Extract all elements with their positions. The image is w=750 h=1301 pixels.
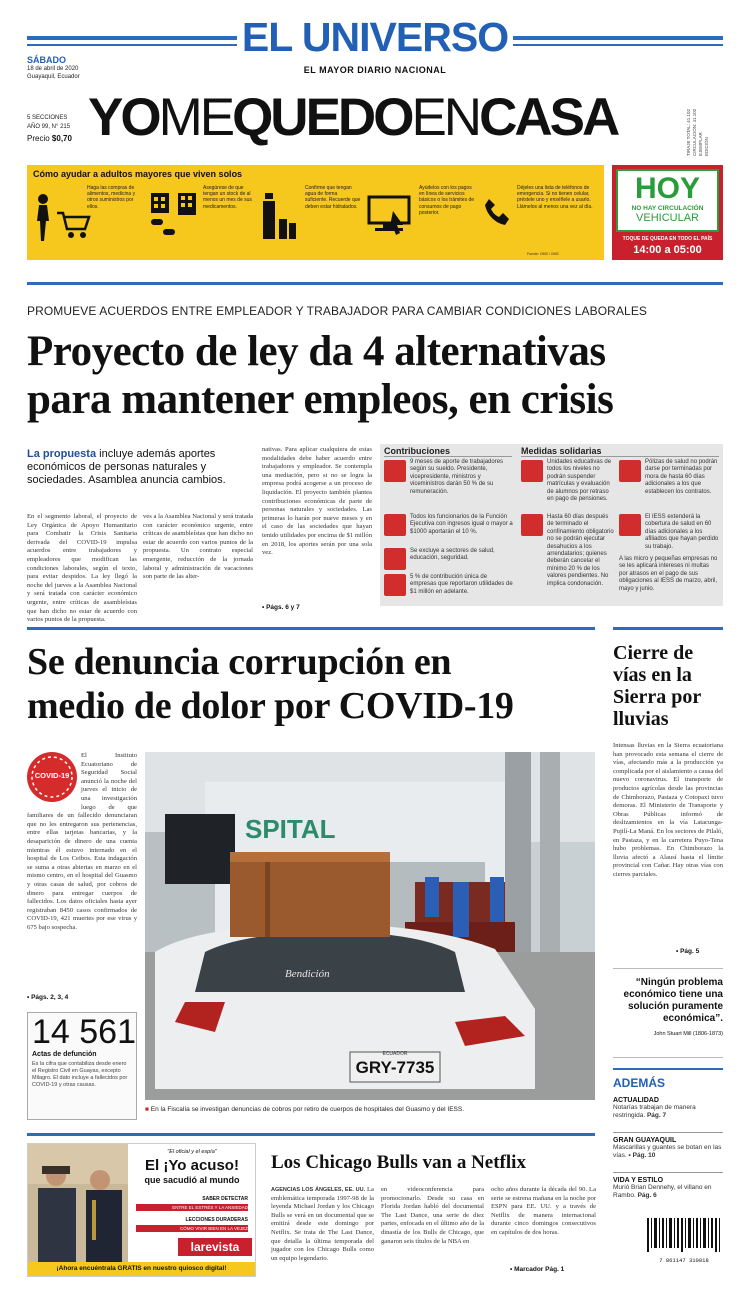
price-value: $0,70 — [51, 134, 72, 143]
death-stat-box — [27, 1012, 137, 1120]
lead-col-2: ves a la Asamblea Nacional y será tratada con carácter económico urgente, entre críticas de asambleístas que han dicho no estar de acuerdo con varios puntos de la propuesta. Un contrato especial emergente, reducción de la jornada laboral y administración de vacaciones son parte de las alter- — [143, 513, 253, 581]
contrib-item-2: Todos los funcionarios de la Función Ejecutiva con ingresos igual o mayor a $1000 aportarán el 10 %. — [410, 514, 513, 535]
masthead-rule-left — [27, 36, 237, 40]
windshield-text: Bendición — [285, 968, 330, 980]
curfew-hours: 14:00 a 05:00 — [633, 244, 702, 256]
meta-2: CIRCULACIÓN: 41.102 — [692, 108, 697, 156]
water-bottle-icon — [259, 191, 299, 243]
price-label: Precio — [27, 134, 50, 143]
medicine-icon — [149, 191, 179, 241]
ademas-rule — [613, 1068, 723, 1070]
barcode — [645, 1218, 723, 1264]
banner-source: Fuente: OMS / OMS — [527, 252, 559, 256]
lead-headline-2[interactable]: para mantener empleos, en crisis — [27, 376, 614, 423]
tip-3: Confirme que tengan agua de forma suficiente. Recuerde que deben estar hidratados. — [305, 185, 361, 210]
contrib-item-1: 9 meses de aporte de trabajadores según su sueldo. Presidente, vicepresidente, ministros y viceministros darán 50 % de su remuneración. — [410, 459, 504, 495]
date-day: SÁBADO — [27, 55, 67, 65]
promo-box[interactable] — [27, 1143, 256, 1277]
caption-marker: ■ — [145, 1106, 149, 1113]
price — [27, 134, 72, 143]
tagline: EL MAYOR DIARIO NACIONAL — [303, 65, 447, 75]
covid-rule — [27, 627, 595, 630]
tip-1: Haga las compras de alimentos, medicina y otros suministros por ellos. — [87, 185, 136, 210]
photo-caption — [145, 1106, 595, 1113]
lead-headline[interactable] — [27, 328, 727, 424]
badge-spacer — [27, 752, 81, 804]
masthead-rule-left-2 — [27, 44, 237, 46]
ademas-1-section: ACTUALIDAD — [613, 1097, 659, 1104]
ademas-item-1[interactable] — [613, 1097, 723, 1120]
tips-title: Cómo ayudar a adultos mayores que viven solos — [33, 169, 243, 179]
worker-icon — [384, 460, 406, 482]
side-rule — [613, 627, 723, 630]
license-plate: GRY-7735 — [355, 1058, 435, 1077]
lead-deck — [27, 448, 252, 487]
ademas-3-section: VIDA Y ESTILO — [613, 1177, 664, 1184]
side-jump[interactable]: • Pág. 5 — [676, 948, 700, 955]
bulls-col-1-text: La emblemática temporada 1997-98 de la leyenda Michael Jordan y los Chicago Bulls se verá en un documental que se emitirá desde este domingo por Netflix. Se trata de The Last Dance, que detalla la última temporada del jugador con los Chicago Bulls como un equipo legendario. — [271, 1186, 374, 1262]
coffin-photo[interactable] — [145, 752, 595, 1100]
hospital-sign: SPITAL — [245, 814, 336, 844]
masthead-rule-right-2 — [513, 44, 723, 46]
bulls-col-2: en videoconferencia para promocionarlo. Desde su casa en Florida Jordan habló del documental The Last Dance, una serie de diez partes, enfocada en el último año de la dinastía de los Bulls de Chicago, que ganaron seis títulos de la NBA en — [381, 1186, 484, 1245]
side-headline[interactable]: Cierre de vías en la Sierra por lluvias — [613, 642, 701, 730]
medidas-left-2: Hasta 60 días después de terminado el confinamiento obligatorio no se podrán ejecutar desahucios a los arrendatarios; quienes deberán cancelar el mínimo 20 % de los valores pendientes. No implica condonación. — [547, 514, 614, 587]
barcode-number: 7 861147 310818 — [659, 1257, 709, 1264]
lead-rule — [27, 282, 723, 285]
barcode-bars — [645, 1218, 723, 1252]
meta-1: TIRAJE TOTAL: 41.102 — [686, 108, 691, 156]
health-cross-icon — [384, 548, 406, 570]
medidas-right-2: El IESS extenderá la cobertura de salud en 60 días adicionales a los afiliados que hayan perdido su trabajo. — [645, 514, 719, 550]
right-meta — [686, 104, 726, 156]
slogan — [88, 86, 668, 150]
tip-4: Ayúdelos con los pagos en línea de servicios básicos o los trámites de consumos de pago posterior. — [419, 185, 475, 216]
hoy-line1: NO HAY CIRCULACIÓN — [631, 205, 704, 212]
date-full: 18 de abril de 2020 — [27, 66, 79, 72]
promo-row-2: ENTRE EL ESTRÉS Y LA ANSIEDAD — [136, 1204, 248, 1211]
percent-icon — [384, 574, 406, 596]
slogan-en: EN — [411, 88, 480, 147]
contrib-title: Contribuciones — [384, 446, 451, 456]
contrib-item-3: Se excluye a sectores de salud, educación, seguridad. — [410, 548, 495, 562]
photo-illustration — [145, 752, 595, 1100]
promo-title: El ¡Yo acuso! — [145, 1157, 239, 1174]
quote-author: John Stuart Mill (1806-1873) — [653, 1031, 723, 1037]
ademas-2-text: Mascarillas y guantes se botan en las vías. — [613, 1144, 722, 1159]
tips-banner — [27, 165, 604, 260]
covid-headline[interactable] — [27, 640, 607, 728]
newspaper-logo[interactable]: EL UNIVERSO — [241, 14, 509, 60]
lead-deck-rest: incluye además aportes económicos de personas naturales y sociedades. Asamblea anuncia cambios. — [27, 448, 226, 486]
masthead-rule-right — [513, 36, 723, 40]
ademas-2-page: • Pág. 10 — [628, 1152, 656, 1159]
covid-headline-1[interactable]: Se denuncia corrupción en — [27, 641, 452, 683]
hospital-icon — [619, 514, 641, 536]
lead-kicker: PROMUEVE ACUERDOS ENTRE EMPLEADOR Y TRABAJADOR PARA CAMBIAR CONDICIONES LABORALES — [27, 304, 648, 318]
ademas-1-page: Pág. 7 — [646, 1112, 667, 1119]
covid-badge-text: COVID-19 — [34, 771, 70, 780]
promo-row-4: CÓMO VIVIR BIEN EN LA VEJEZ — [136, 1225, 248, 1232]
lead-col-3: nativas. Para aplicar cualquiera de estas modalidades debe haber acuerdo entre trabajadores y empleador. Se contempla una mediación, pero si no se logra la empresa podrá acogerse a un proceso de liquidación. El proyecto también plantea contribuciones económicas de parte de personas naturales y sociedades. Las primeras lo harán por nueve meses y en el caso de las sociedades que hayan tenido utilidades por encima de $1 millón en 2018, los aportes serán por una sola vez. — [262, 446, 372, 557]
contrib-rule — [384, 456, 512, 457]
edition-number: AÑO 99, N° 215 — [27, 124, 71, 130]
death-stat-note: Es la cifra que contabiliza desde enero el Registro Civil en Guayas, excepto Milagro. El dato incluye a fallecidos por COVID-19 y otras causas. — [32, 1061, 128, 1088]
ademas-1-text: Notarías trabajan de manera restringida. — [613, 1104, 696, 1119]
tip-5: Déjeles una lista de teléfonos de emergencia. Si no tienen celular, préstele uno y enséñele a usarlo. Llámelos al menos una vez al día. — [517, 185, 593, 210]
shopping-cart-icon — [33, 193, 91, 243]
tip-2: Asegúrese de que tengan un stock de al menos un mes de sus medicamentos. — [203, 185, 252, 210]
quote-box — [613, 968, 723, 1058]
date-city: Guayaquil, Ecuador — [27, 74, 80, 80]
ademas-title: ADEMÁS — [613, 1076, 666, 1090]
house-icon — [521, 514, 543, 536]
promo-sub: que sacudió al mundo — [144, 1175, 240, 1185]
medidas-right-3: A las micro y pequeñas empresas no se les aplicará intereses ni multas por atrasos en el pago de sus obligaciones al IESS de marzo, abril, mayo y junio. — [619, 556, 718, 592]
ademas-sep-2 — [613, 1172, 723, 1173]
quote-text: “Ningún problema económico tiene una solución puramente económica”. — [623, 977, 723, 1024]
covid-headline-2[interactable]: medio de dolor por COVID-19 — [27, 685, 514, 727]
hoy-inner — [616, 169, 719, 232]
slogan-quedo: QUEDO — [232, 88, 412, 147]
bulls-col-1 — [271, 1186, 374, 1276]
plate-country: ECUADOR — [382, 1051, 408, 1057]
measures-box — [380, 444, 723, 606]
death-stat-number: 14 561 — [32, 1013, 136, 1051]
slogan-me: ME — [158, 88, 233, 147]
promo-footer[interactable]: ¡Ahora encuéntrala GRATIS en nuestro quiosco digital! — [28, 1262, 255, 1276]
ademas-3-text: Murió Brian Dennehy, el villano en Rambo. — [613, 1184, 712, 1199]
hoy-line2: VEHICULAR — [636, 212, 699, 224]
officials-icon — [384, 514, 406, 536]
ademas-item-3[interactable] — [613, 1177, 723, 1200]
hoy-label: HOY — [634, 172, 700, 205]
lead-headline-1[interactable]: Proyecto de ley da 4 alternativas — [27, 328, 606, 375]
computer-icon — [367, 195, 415, 237]
bulls-byline: AGENCIAS LOS ÁNGELES, EE. UU. — [271, 1187, 366, 1193]
school-icon — [521, 460, 543, 482]
lead-jump[interactable]: • Págs. 6 y 7 — [262, 604, 300, 611]
ademas-3-page: Pág. 6 — [637, 1192, 657, 1199]
bulls-col-3: ocho años durante la década del 90. La serie se estrena mañana en la noche por ESPN para EE. UU. y a través de Netflix de manera internacional durante cinco domingos consecutivos en capítulos de dos horas. — [491, 1186, 596, 1236]
phone-icon — [483, 197, 509, 227]
meta-4: EDICIÓN — [704, 137, 709, 156]
covid-text — [27, 752, 137, 995]
medidas-rule — [521, 456, 719, 457]
promo-photo — [28, 1144, 128, 1276]
promo-small: "El oficial y el espía" — [167, 1149, 217, 1155]
ademas-item-2[interactable] — [613, 1137, 723, 1160]
slogan-casa: CASA — [479, 88, 618, 147]
promo-brand: larevista — [178, 1238, 252, 1256]
pill-box-icon — [177, 191, 199, 221]
medidas-right-1: Pólizas de salud no podrán darse por terminadas por mora de hasta 60 días adicionales a los que establecen los contratos. — [645, 459, 718, 495]
side-text: Intensas lluvias en la Sierra ecuatoriana han provocado esta semana el cierre de vías, afectando más a la producción ya complicada por el aislamiento a causa del nuevo coronavirus. El transporte de productos agrícolas desde las provincias de Chimborazo, Pastaza y Cotopaxi tuvo demoras. El Ministerio de Transporte y Obras Públicas informó de deslizamientos en la vía Latacunga-Pujilí-La Maná. En los sectores de Pilaló, en Pastaza, y en la carretera Puyo-Tena hubo problemas. En Chimborazo la lluvia afectó a Alausí hasta el límite provincial con Cañar. Hay otras vías con cierres parciales. — [613, 742, 723, 878]
medidas-left-1: Unidades educativas de todos los niveles no podrán suspender matrículas y evaluación de alumnos por retraso en pago de pensiones. — [547, 459, 612, 503]
lead-deck-lead: La propuesta — [27, 448, 97, 460]
sections-count: 5 SECCIONES — [27, 115, 68, 121]
curfew-line: TOQUE DE QUEDA EN TODO EL PAÍS — [622, 236, 713, 242]
promo-row-1: SABER DETECTAR — [202, 1196, 248, 1202]
bulls-jump[interactable]: • Marcador Pág. 1 — [510, 1266, 565, 1273]
ademas-2-section: GRAN GUAYAQUIL — [613, 1137, 677, 1144]
death-stat-label: Actas de defunción — [32, 1051, 97, 1058]
bottom-rule — [27, 1133, 595, 1136]
curfew-box — [612, 165, 723, 260]
medidas-title: Medidas solidarias — [521, 446, 602, 456]
ademas-sep-1 — [613, 1132, 723, 1133]
covid-jump[interactable]: • Págs. 2, 3, 4 — [27, 994, 69, 1001]
slogan-yo: YO — [88, 88, 159, 147]
caption-text: En la Fiscalía se investigan denuncias de cobros por retiro de cuerpos de hospitales del Guasmo y del IESS. — [150, 1106, 465, 1113]
meta-3: EJEMPLAR — [698, 132, 703, 156]
covid-text-body: El Instituto Ecuatoriano de Seguridad Social anunció la noche del jueves el inicio de una investigación luego de que familiares de un fallecido denunciaran que no les entregaron sus pertenencias, entre ellas tarjetas bancarias, y la desaparición de dinero de una cuenta mientras él estuvo internado en el hospital de Los Ceibos. Esta indagación se suma a otras abiertas en marzo en el mismo centro, en el hospital del Guasmo y otras casas de salud, por cobros de dinero para entregar cuerpos de fallecidos. Los datos oficiales hasta ayer registraban 8450 casos confirmados de COVID-19, 421 muertes por ese virus y 675 bajo sospecha. — [27, 752, 137, 931]
lead-col-1: En el segmento laboral, el proyecto de Ley Orgánica de Apoyo Humanitario para Combatir la Crisis Sanitaria derivada del COVID-19 impulsa acuerdos entre trabajadores y empleadores que modifican las condiciones laborales, según el texto, para evitar despidos. La ley llegó la noche del jueves a la Asamblea Nacional y será tratada con carácter económico urgente, entre críticas de asambleístas que han dicho no estar de acuerdo con varios puntos de la propuesta. — [27, 513, 137, 624]
promo-row-3: LECCIONES DURADERAS — [185, 1217, 248, 1223]
bulls-headline[interactable]: Los Chicago Bulls van a Netflix — [271, 1152, 526, 1173]
contrib-item-4: 5 % de contribución única de empresas que reportaron utilidades de $1 millón en adelante. — [410, 574, 513, 595]
insurance-icon — [619, 460, 641, 482]
